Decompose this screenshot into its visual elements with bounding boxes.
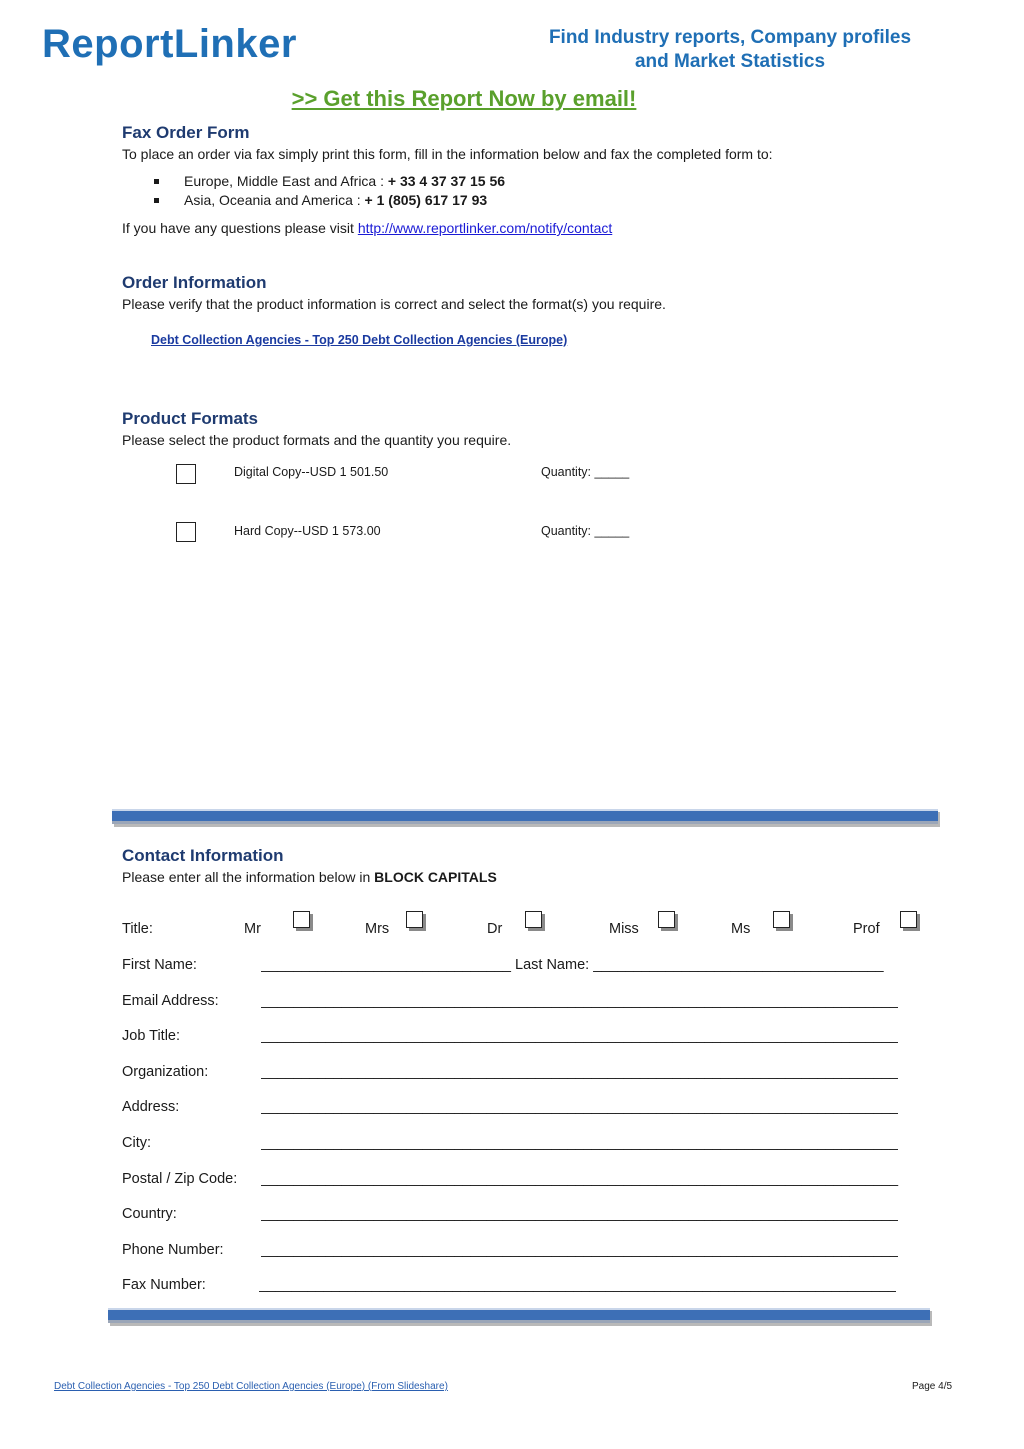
phone-field[interactable]: _______________________________________________________________________________ — [261, 1242, 898, 1258]
job-title-label: Job Title: — [122, 1028, 181, 1044]
last-name-label: Last Name: — [511, 957, 590, 973]
hard-copy-quantity[interactable]: Quantity: _____ — [541, 524, 630, 538]
fax-region-asia — [184, 192, 487, 208]
get-report-link[interactable]: >> Get this Report Now by email! — [291, 86, 637, 111]
name-row — [261, 957, 901, 973]
fax-order-intro: To place an order via fax simply print this form, fill in the information below and fax the completed form to: — [122, 146, 773, 162]
mr-checkbox[interactable] — [293, 911, 310, 928]
first-name-label: First Name: — [122, 957, 197, 973]
region-fax-number: + 33 4 37 37 15 56 — [387, 173, 506, 189]
region-label: Asia, Oceania and America : — [184, 192, 365, 208]
title-option-dr: Dr — [487, 921, 503, 937]
block-capitals: BLOCK CAPITALS — [374, 869, 497, 885]
fax-field[interactable]: _______________________________________________________________________________ — [259, 1277, 896, 1293]
address-label: Address: — [122, 1099, 180, 1115]
hard-copy-label: Hard Copy--USD 1 573.00 — [234, 524, 381, 538]
questions-line — [122, 220, 612, 236]
contact-heading: Contact Information — [122, 846, 284, 865]
title-option-prof: Prof — [853, 921, 880, 937]
prof-checkbox[interactable] — [900, 911, 917, 928]
questions-prefix: If you have any questions please visit — [122, 220, 358, 236]
order-info-heading: Order Information — [122, 273, 267, 292]
contact-text — [122, 869, 497, 885]
dr-checkbox[interactable] — [525, 911, 542, 928]
section-divider — [112, 809, 938, 824]
country-field[interactable]: _______________________________________________________________________________ — [261, 1206, 898, 1222]
order-info-text: Please verify that the product information is correct and select the format(s) you require. — [122, 296, 666, 312]
region-fax-number: + 1 (805) 617 17 93 — [364, 192, 488, 208]
last-name-field[interactable]: ____________________________________ — [593, 957, 884, 973]
mrs-checkbox[interactable] — [406, 911, 423, 928]
fax-label: Fax Number: — [122, 1277, 206, 1293]
tagline-line-1: Find Industry reports, Company profiles — [548, 27, 912, 48]
tagline-line-2: and Market Statistics — [634, 51, 826, 72]
organization-field[interactable]: _______________________________________________________________________________ — [261, 1064, 898, 1080]
header-tagline — [540, 26, 920, 74]
digital-copy-quantity[interactable]: Quantity: _____ — [541, 465, 630, 479]
bullet-icon — [154, 198, 159, 203]
bullet-icon — [154, 179, 159, 184]
digital-copy-checkbox[interactable] — [176, 464, 196, 484]
title-label: Title: — [122, 921, 153, 937]
country-label: Country: — [122, 1206, 177, 1222]
city-label: City: — [122, 1135, 151, 1151]
title-option-miss: Miss — [609, 921, 639, 937]
footer-report-link[interactable]: Debt Collection Agencies - Top 250 Debt Collection Agencies (Europe) (From Slideshare) — [54, 1381, 448, 1392]
report-title-link[interactable]: Debt Collection Agencies - Top 250 Debt Collection Agencies (Europe) — [151, 333, 568, 347]
fax-order-heading: Fax Order Form — [122, 123, 250, 142]
email-label: Email Address: — [122, 993, 219, 1009]
hard-copy-checkbox[interactable] — [176, 522, 196, 542]
product-formats-text: Please select the product formats and the quantity you require. — [122, 432, 512, 448]
product-formats-heading: Product Formats — [122, 409, 259, 428]
address-field[interactable]: _______________________________________________________________________________ — [261, 1099, 898, 1115]
contact-link[interactable]: http://www.reportlinker.com/notify/contact — [357, 220, 613, 236]
title-option-mrs: Mrs — [365, 921, 390, 937]
fax-region-europe — [184, 173, 505, 189]
job-title-field[interactable]: _______________________________________________________________________________ — [261, 1028, 898, 1044]
contact-text-prefix: Please enter all the information below in — [122, 869, 375, 885]
organization-label: Organization: — [122, 1064, 209, 1080]
miss-checkbox[interactable] — [658, 911, 675, 928]
city-field[interactable]: _______________________________________________________________________________ — [261, 1135, 898, 1151]
postal-code-field[interactable]: _______________________________________________________________________________ — [261, 1171, 899, 1187]
reportlinker-logo: ReportLinker — [42, 22, 297, 66]
digital-copy-label: Digital Copy--USD 1 501.50 — [234, 465, 389, 479]
title-option-ms: Ms — [731, 921, 751, 937]
title-option-mr: Mr — [244, 921, 261, 937]
email-field[interactable]: _______________________________________________________________________________ — [261, 993, 898, 1009]
ms-checkbox[interactable] — [773, 911, 790, 928]
phone-label: Phone Number: — [122, 1242, 224, 1258]
postal-code-label: Postal / Zip Code: — [122, 1171, 238, 1187]
first-name-field[interactable]: _______________________________ — [261, 957, 511, 973]
region-label: Europe, Middle East and Africa : — [184, 173, 388, 189]
section-divider-bottom — [108, 1308, 930, 1323]
page-number: Page 4/5 — [912, 1381, 953, 1392]
